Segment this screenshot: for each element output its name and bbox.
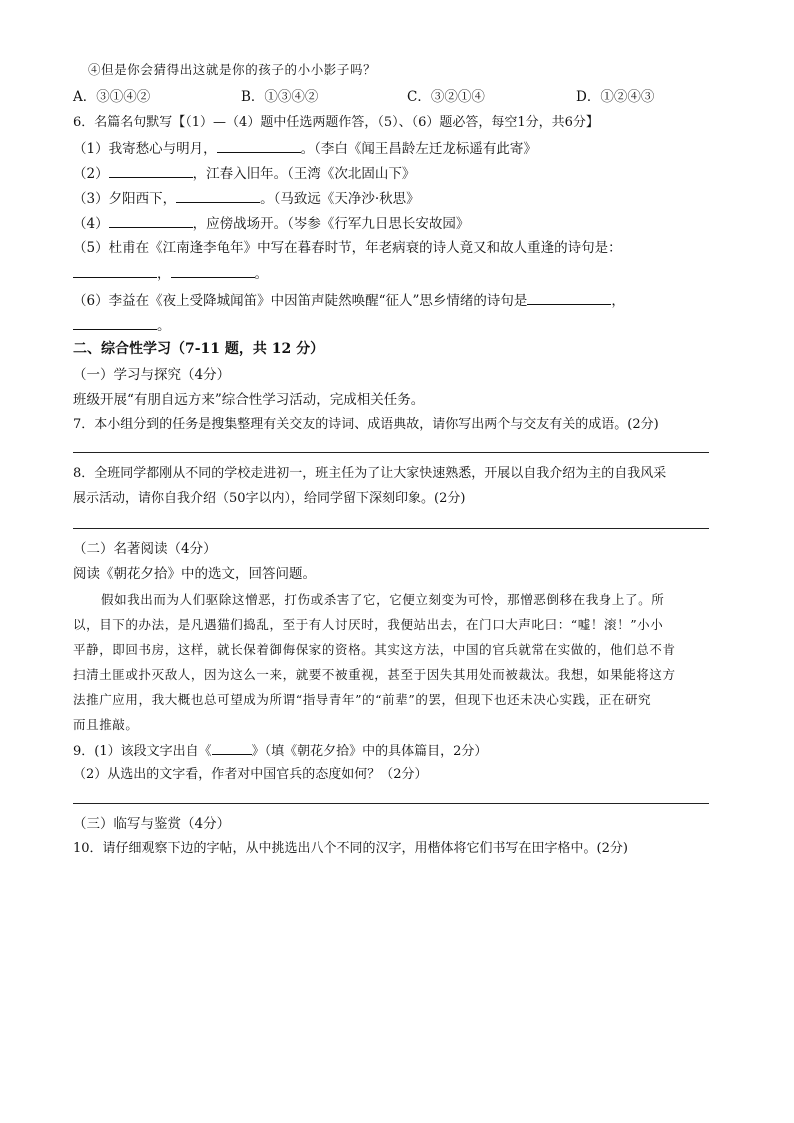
passage-line: 平静，即回书房，这样，就长保着御侮保家的资格。其实这方法，中国的官兵就常在实做的，他们总不肯	[73, 642, 676, 657]
q5-item4: ④但是你会猜得出这就是你的孩子的小小影子吗？	[88, 62, 377, 77]
q5-option-d	[576, 88, 654, 106]
q5-option-c	[407, 88, 485, 106]
answer-line[interactable]	[73, 803, 709, 804]
answer-line[interactable]	[73, 528, 709, 529]
option-letter: A．	[73, 89, 97, 105]
q6-item3-prefix: （3）夕阳西下，	[73, 191, 177, 207]
question-8-line1: 8．全班同学都刚从不同的学校走进初一，班主任为了让大家快速熟悉，开展以自我介绍为主的自我风采	[73, 466, 667, 481]
passage-line: 扫清土匪或扑灭敌人，因为这么一来，就要不被重视，甚至于因失其用处而被裁汰。我想，如果能将这方	[73, 667, 676, 682]
passage-line: 而且推敲。	[73, 717, 139, 732]
answer-blank[interactable]	[217, 139, 301, 153]
option-letter: B．	[241, 89, 265, 105]
q6-item1-prefix: （1）我寄愁心与明月，	[73, 141, 217, 157]
subsection-title: （三）临写与鉴赏（4分）	[73, 816, 231, 832]
option-text: ③①④②	[96, 89, 151, 105]
passage-line: 法推广应用，我大概也总可望成为所谓“指导青年”的“前辈”的罢，但现下也还未决心实践，正在研究	[73, 692, 652, 707]
q9-suffix: 》（填《朝花夕拾》中的具体篇目，2分）	[251, 744, 488, 759]
answer-blank[interactable]	[212, 741, 252, 755]
answer-blank[interactable]	[176, 189, 260, 203]
question-9-part1	[73, 741, 487, 761]
passage-line: 假如我出而为人们驱除这憎恶，打伤或杀害了它，它便立刻变为可怜，那憎恶倒移在我身上了。所	[101, 592, 665, 607]
q6-item2	[73, 164, 415, 183]
separator: ，	[611, 293, 625, 309]
q6-item4-prefix: （4）	[73, 216, 109, 232]
q6-item6-answers	[73, 316, 171, 335]
option-text: ①②④③	[600, 89, 655, 105]
option-text: ①③④②	[264, 89, 319, 105]
q6-item2-prefix: （2）	[73, 166, 109, 182]
q6-item2-suffix: ，江春入旧年。（王湾《次北固山下》	[192, 166, 416, 182]
period: 。	[157, 318, 171, 334]
option-letter: C．	[407, 89, 431, 105]
passage-line: 以，目下的办法，是凡遇猫们捣乱，至于有人讨厌时，我便站出去，在门口大声叱曰：“嘘！滚！”小小	[73, 617, 664, 632]
q6-item3	[73, 189, 420, 208]
answer-blank[interactable]	[73, 264, 157, 278]
option-text: ③②①④	[430, 89, 485, 105]
q6-item6-prefix: （6）李益在《夜上受降城闻笛》中因笛声陡然唤醒“征人”思乡情绪的诗句是	[73, 293, 528, 309]
q6-item4	[73, 214, 469, 233]
subsection-title: （一）学习与探究（4分）	[73, 367, 231, 383]
q6-item3-suffix: 。（马致远《天净沙·秋思》	[260, 191, 420, 207]
option-letter: D．	[576, 89, 601, 105]
q6-item4-suffix: ，应傍战场开。（岑参《行军九日思长安故园》	[192, 216, 470, 232]
section-title: 二、综合性学习（7-11 题，共 12 分）	[73, 341, 325, 357]
q6-item1-suffix: 。（李白《闻王昌龄左迁龙标遥有此寄》	[300, 141, 537, 157]
q6-item5: （5）杜甫在《江南逢李龟年》中写在暮春时节，年老病衰的诗人竟又和故人重逢的诗句是：	[73, 240, 622, 256]
question-10: 10．请仔细观察下边的字帖，从中挑选出八个不同的汉字，用楷体将它们书写在田字格中。(2分)	[73, 841, 628, 856]
answer-blank[interactable]	[109, 214, 193, 228]
q6-item5-answers	[73, 264, 268, 283]
question-8-line2: 展示活动，请你自我介绍（50字以内），给同学留下深刻印象。(2分)	[73, 491, 466, 506]
activity-intro: 班级开展“有朋自远方来”综合性学习活动，完成相关任务。	[73, 392, 425, 408]
q6-stem: 6．名篇名句默写【（1）—（4）题中任选两题作答，（5）、（6）题必答，每空1分，共6分】	[73, 115, 599, 130]
q6-item6	[73, 291, 625, 310]
q5-option-b	[241, 88, 318, 106]
separator: ，	[157, 266, 171, 282]
subsection-title: （二）名著阅读（4分）	[73, 541, 217, 557]
period: 。	[254, 266, 268, 282]
question-7: 7．本小组分到的任务是搜集整理有关交友的诗词、成语典故，请你写出两个与交友有关的成语。(2分)	[73, 417, 659, 432]
reading-intro: 阅读《朝花夕拾》中的选文，回答问题。	[73, 566, 316, 582]
answer-line[interactable]	[73, 452, 709, 453]
q6-item1	[73, 139, 537, 158]
question-9-part2: （2）从选出的文字看，作者对中国官兵的态度如何？（2分）	[73, 767, 428, 782]
q5-option-a	[73, 88, 150, 106]
answer-blank[interactable]	[171, 264, 255, 278]
answer-blank[interactable]	[73, 316, 157, 330]
answer-blank[interactable]	[109, 164, 193, 178]
answer-blank[interactable]	[527, 291, 611, 305]
q9-prefix: 9．(1）该段文字出自《	[73, 744, 212, 759]
